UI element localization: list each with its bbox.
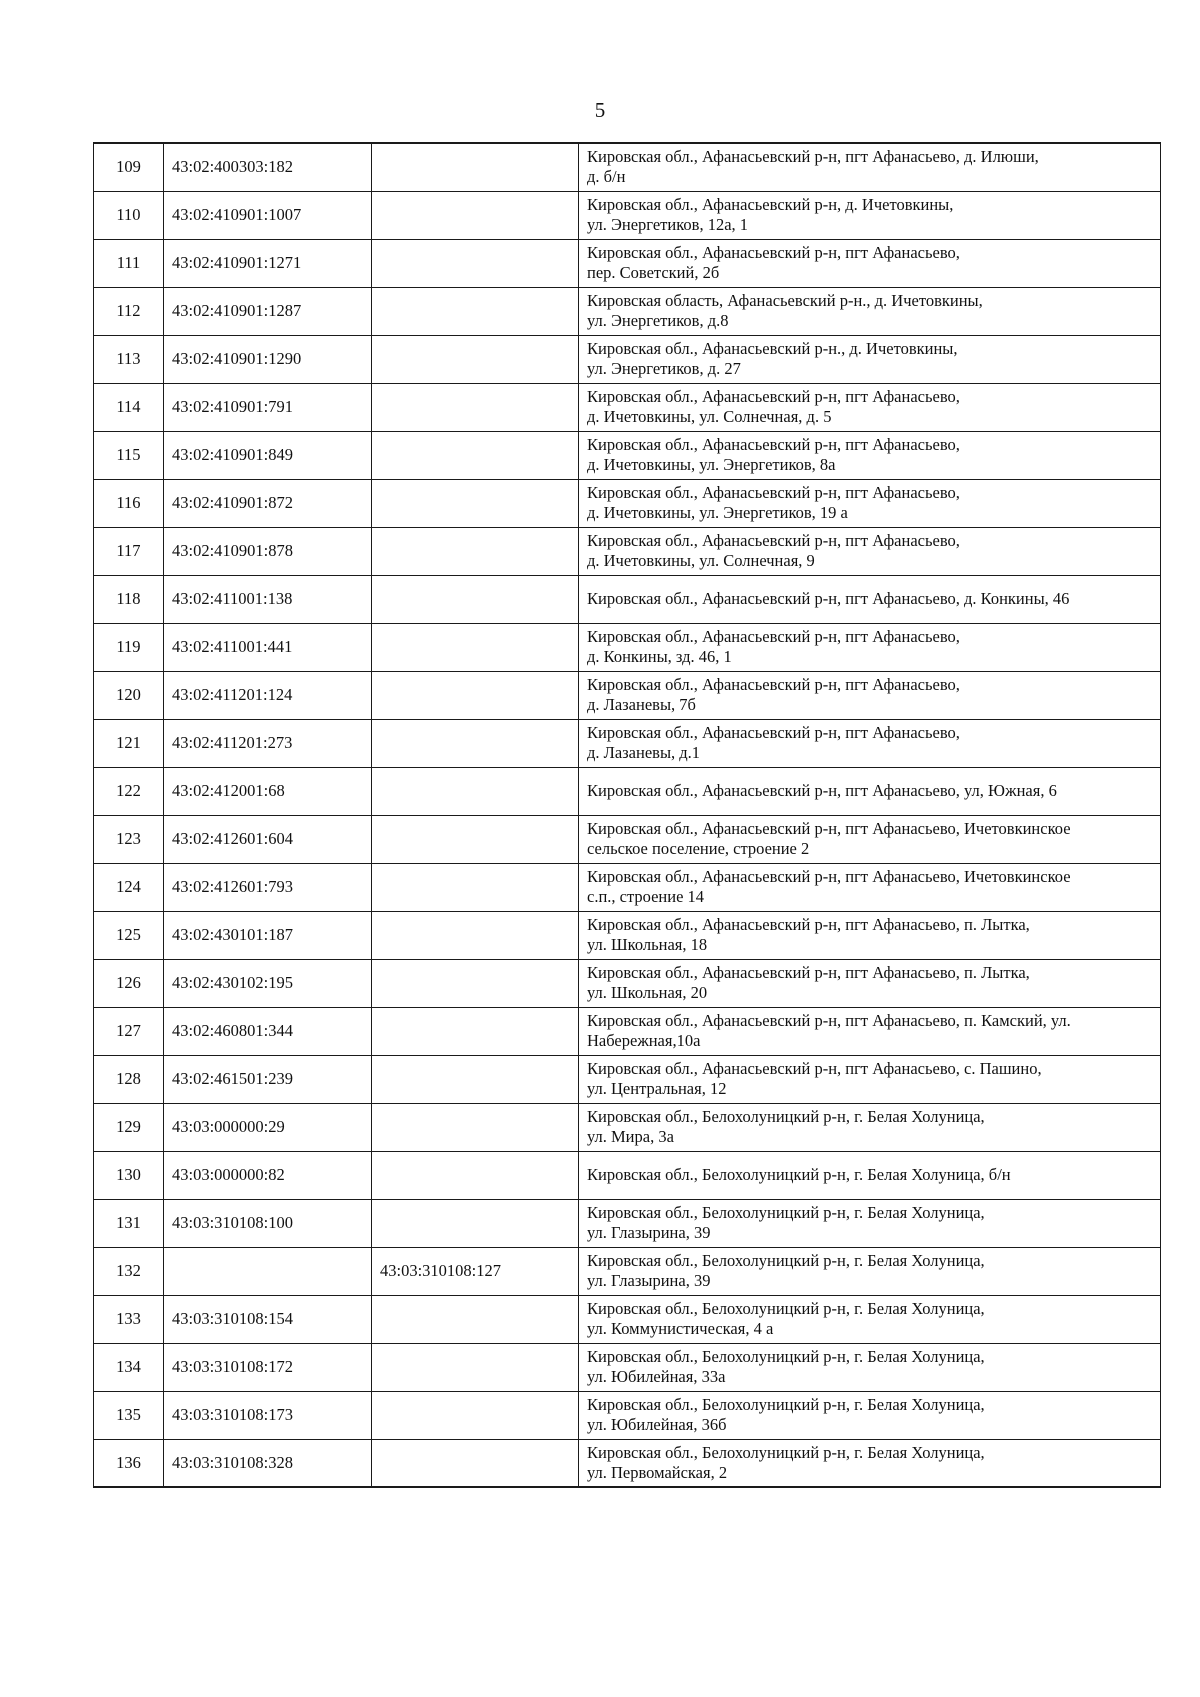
address-line: Кировская обл., Афанасьевский р-н, д. Ичетовкины, (587, 195, 954, 214)
cadastral-number-cell: 43:02:411201:124 (164, 671, 372, 719)
address-cell (579, 191, 1161, 239)
address-cell (579, 335, 1161, 383)
secondary-cadastral-number-cell (372, 623, 579, 671)
row-number-cell: 111 (94, 239, 164, 287)
table-row (94, 767, 1161, 815)
address-line: ул. Юбилейная, 36б (587, 1415, 727, 1434)
secondary-cadastral-number-cell (372, 575, 579, 623)
address-cell (579, 1055, 1161, 1103)
address-line: Кировская обл., Афанасьевский р-н, пгт Афанасьево, (587, 483, 960, 502)
address-line: ул. Школьная, 18 (587, 935, 708, 954)
registry-table-body (94, 143, 1161, 1487)
address-line: д. Лазаневы, 7б (587, 695, 696, 714)
secondary-cadastral-number-cell (372, 383, 579, 431)
address-line: ул. Энергетиков, 12а, 1 (587, 215, 749, 234)
secondary-cadastral-number-cell (372, 1199, 579, 1247)
address-line: Набережная,10а (587, 1031, 701, 1050)
cadastral-number-cell: 43:02:410901:878 (164, 527, 372, 575)
row-number-cell: 120 (94, 671, 164, 719)
address-line: д. Ичетовкины, ул. Энергетиков, 19 а (587, 503, 848, 522)
table-row (94, 623, 1161, 671)
table-row (94, 431, 1161, 479)
row-number-cell: 123 (94, 815, 164, 863)
address-line: д. Конкины, зд. 46, 1 (587, 647, 732, 666)
secondary-cadastral-number-cell (372, 335, 579, 383)
row-number-cell: 132 (94, 1247, 164, 1295)
row-number-cell: 126 (94, 959, 164, 1007)
secondary-cadastral-number-cell (372, 911, 579, 959)
cadastral-number-cell: 43:02:461501:239 (164, 1055, 372, 1103)
cadastral-number-cell: 43:02:412601:793 (164, 863, 372, 911)
table-row (94, 1151, 1161, 1199)
address-line: ул. Юбилейная, 33а (587, 1367, 726, 1386)
cadastral-number-cell: 43:03:000000:82 (164, 1151, 372, 1199)
table-row (94, 1247, 1161, 1295)
cadastral-number-cell: 43:02:410901:1287 (164, 287, 372, 335)
address-cell (579, 1343, 1161, 1391)
cadastral-number-cell: 43:03:000000:29 (164, 1103, 372, 1151)
address-line: ул. Центральная, 12 (587, 1079, 727, 1098)
cadastral-number-cell: 43:02:410901:1007 (164, 191, 372, 239)
address-cell (579, 959, 1161, 1007)
cadastral-number-cell: 43:02:410901:791 (164, 383, 372, 431)
address-line: Кировская обл., Афанасьевский р-н, пгт Афанасьево, Ичетовкинское (587, 819, 1071, 838)
address-cell (579, 1007, 1161, 1055)
address-cell (579, 431, 1161, 479)
row-number-cell: 128 (94, 1055, 164, 1103)
address-line: ул. Глазырина, 39 (587, 1223, 711, 1242)
address-line: Кировская обл., Белохолуницкий р-н, г. Белая Холуница, (587, 1442, 985, 1462)
address-line: Кировская обл., Афанасьевский р-н, пгт Афанасьево, (587, 387, 960, 406)
cadastral-number-cell: 43:02:410901:872 (164, 479, 372, 527)
cadastral-number-cell: 43:02:400303:182 (164, 143, 372, 191)
table-row (94, 287, 1161, 335)
table-row (94, 1439, 1161, 1487)
address-line: Кировская обл., Афанасьевский р-н, пгт Афанасьево, (587, 531, 960, 550)
address-cell (579, 911, 1161, 959)
address-line: ул. Мира, 3а (587, 1127, 674, 1146)
row-number-cell: 130 (94, 1151, 164, 1199)
row-number-cell: 131 (94, 1199, 164, 1247)
row-number-cell: 125 (94, 911, 164, 959)
cadastral-number-cell: 43:02:412601:604 (164, 815, 372, 863)
cadastral-number-cell: 43:02:410901:1271 (164, 239, 372, 287)
address-cell (579, 1247, 1161, 1295)
table-row (94, 191, 1161, 239)
secondary-cadastral-number-cell (372, 143, 579, 191)
address-line: д. Ичетовкины, ул. Солнечная, 9 (587, 551, 815, 570)
secondary-cadastral-number-cell (372, 239, 579, 287)
cadastral-number-cell: 43:03:310108:173 (164, 1391, 372, 1439)
address-line: сельское поселение, строение 2 (587, 839, 810, 858)
cadastral-number-cell: 43:02:430102:195 (164, 959, 372, 1007)
row-number-cell: 129 (94, 1103, 164, 1151)
address-line: ул. Коммунистическая, 4 а (587, 1319, 774, 1338)
address-line: Кировская обл., Белохолуницкий р-н, г. Белая Холуница, (587, 1347, 985, 1366)
secondary-cadastral-number-cell (372, 1007, 579, 1055)
address-line: Кировская область, Афанасьевский р-н., д. Ичетовкины, (587, 291, 983, 310)
secondary-cadastral-number-cell (372, 1343, 579, 1391)
address-cell (579, 623, 1161, 671)
table-row (94, 959, 1161, 1007)
cadastral-number-cell: 43:02:411001:138 (164, 575, 372, 623)
secondary-cadastral-number-cell (372, 1103, 579, 1151)
row-number-cell: 124 (94, 863, 164, 911)
address-cell (579, 575, 1161, 623)
secondary-cadastral-number-cell (372, 719, 579, 767)
address-line: ул. Первомайская, 2 (587, 1462, 728, 1482)
address-line: пер. Советский, 2б (587, 263, 720, 282)
secondary-cadastral-number-cell (372, 959, 579, 1007)
page-number: 5 (594, 98, 606, 122)
address-line: Кировская обл., Белохолуницкий р-н, г. Белая Холуница, (587, 1299, 985, 1318)
address-line: Кировская обл., Белохолуницкий р-н, г. Белая Холуница, (587, 1395, 985, 1414)
secondary-cadastral-number-cell (372, 191, 579, 239)
row-number-cell: 109 (94, 143, 164, 191)
table-row (94, 1391, 1161, 1439)
row-number-cell: 136 (94, 1439, 164, 1487)
address-line: д. б/н (587, 167, 626, 187)
row-number-cell: 121 (94, 719, 164, 767)
address-cell (579, 767, 1161, 815)
row-number-cell: 115 (94, 431, 164, 479)
address-line: Кировская обл., Белохолуницкий р-н, г. Белая Холуница, б/н (587, 1165, 1011, 1184)
address-line: д. Лазаневы, д.1 (587, 743, 701, 762)
secondary-cadastral-number-cell (372, 863, 579, 911)
table-row (94, 143, 1161, 191)
address-line: Кировская обл., Афанасьевский р-н, пгт Афанасьево, Ичетовкинское (587, 867, 1071, 886)
address-cell (579, 1295, 1161, 1343)
row-number-cell: 113 (94, 335, 164, 383)
row-number-cell: 122 (94, 767, 164, 815)
table-row (94, 1295, 1161, 1343)
address-line: ул. Энергетиков, д.8 (587, 311, 729, 330)
address-line: Кировская обл., Афанасьевский р-н, пгт Афанасьево, п. Камский, ул. (587, 1011, 1071, 1030)
address-cell (579, 1151, 1161, 1199)
table-row (94, 1055, 1161, 1103)
address-line: Кировская обл., Афанасьевский р-н., д. Ичетовкины, (587, 339, 958, 358)
secondary-cadastral-number-cell (372, 671, 579, 719)
cadastral-number-cell: 43:02:410901:849 (164, 431, 372, 479)
address-line: ул. Глазырина, 39 (587, 1271, 711, 1290)
row-number-cell: 117 (94, 527, 164, 575)
table-row (94, 671, 1161, 719)
secondary-cadastral-number-cell (372, 527, 579, 575)
address-cell (579, 527, 1161, 575)
table-row (94, 1199, 1161, 1247)
row-number-cell: 134 (94, 1343, 164, 1391)
address-line: Кировская обл., Афанасьевский р-н, пгт Афанасьево, ул, Южная, 6 (587, 781, 1057, 800)
address-line: ул. Энергетиков, д. 27 (587, 359, 741, 378)
table-row (94, 527, 1161, 575)
cadastral-number-cell: 43:03:310108:100 (164, 1199, 372, 1247)
address-line: Кировская обл., Афанасьевский р-н, пгт Афанасьево, с. Пашино, (587, 1059, 1042, 1078)
row-number-cell: 116 (94, 479, 164, 527)
table-row (94, 719, 1161, 767)
secondary-cadastral-number-cell (372, 431, 579, 479)
table-row (94, 1343, 1161, 1391)
table-row (94, 575, 1161, 623)
address-cell (579, 143, 1161, 191)
row-number-cell: 127 (94, 1007, 164, 1055)
address-cell (579, 671, 1161, 719)
address-cell (579, 383, 1161, 431)
row-number-cell: 133 (94, 1295, 164, 1343)
address-line: д. Ичетовкины, ул. Энергетиков, 8а (587, 455, 836, 474)
row-number-cell: 119 (94, 623, 164, 671)
cadastral-number-cell: 43:02:411001:441 (164, 623, 372, 671)
secondary-cadastral-number-cell (372, 1295, 579, 1343)
table-row (94, 239, 1161, 287)
secondary-cadastral-number-cell: 43:03:310108:127 (372, 1247, 579, 1295)
address-line: д. Ичетовкины, ул. Солнечная, д. 5 (587, 407, 832, 426)
cadastral-number-cell: 43:02:411201:273 (164, 719, 372, 767)
address-line: Кировская обл., Белохолуницкий р-н, г. Белая Холуница, (587, 1107, 985, 1126)
secondary-cadastral-number-cell (372, 815, 579, 863)
secondary-cadastral-number-cell (372, 1055, 579, 1103)
address-cell (579, 287, 1161, 335)
table-row (94, 1103, 1161, 1151)
cadastral-number-cell: 43:03:310108:154 (164, 1295, 372, 1343)
secondary-cadastral-number-cell (372, 479, 579, 527)
address-cell (579, 1391, 1161, 1439)
secondary-cadastral-number-cell (372, 1439, 579, 1487)
cadastral-number-cell: 43:02:410901:1290 (164, 335, 372, 383)
address-cell (579, 863, 1161, 911)
address-cell (579, 479, 1161, 527)
table-row (94, 1007, 1161, 1055)
address-cell (579, 1439, 1161, 1487)
row-number-cell: 118 (94, 575, 164, 623)
row-number-cell: 135 (94, 1391, 164, 1439)
table-row (94, 335, 1161, 383)
table-row (94, 479, 1161, 527)
cadastral-number-cell: 43:02:412001:68 (164, 767, 372, 815)
cadastral-number-cell: 43:03:310108:172 (164, 1343, 372, 1391)
table-row (94, 863, 1161, 911)
address-cell (579, 815, 1161, 863)
address-line: Кировская обл., Белохолуницкий р-н, г. Белая Холуница, (587, 1251, 985, 1270)
cadastral-number-cell: 43:03:310108:328 (164, 1439, 372, 1487)
table-row (94, 383, 1161, 431)
address-line: с.п., строение 14 (587, 887, 705, 906)
address-line: Кировская обл., Афанасьевский р-н, пгт Афанасьево, (587, 243, 960, 262)
secondary-cadastral-number-cell (372, 1391, 579, 1439)
cadastral-number-cell: 43:02:460801:344 (164, 1007, 372, 1055)
cadastral-number-cell: 43:02:430101:187 (164, 911, 372, 959)
table-row (94, 911, 1161, 959)
address-line: Кировская обл., Афанасьевский р-н, пгт Афанасьево, (587, 675, 960, 694)
address-line: Кировская обл., Белохолуницкий р-н, г. Белая Холуница, (587, 1203, 985, 1222)
row-number-cell: 114 (94, 383, 164, 431)
table-row (94, 815, 1161, 863)
address-line: Кировская обл., Афанасьевский р-н, пгт Афанасьево, (587, 435, 960, 454)
address-line: Кировская обл., Афанасьевский р-н, пгт Афанасьево, п. Лытка, (587, 963, 1030, 982)
address-cell (579, 1103, 1161, 1151)
address-cell (579, 1199, 1161, 1247)
address-line: Кировская обл., Афанасьевский р-н, пгт Афанасьево, (587, 627, 960, 646)
address-cell (579, 719, 1161, 767)
secondary-cadastral-number-cell (372, 1151, 579, 1199)
cadastral-number-cell (164, 1247, 372, 1295)
address-cell (579, 239, 1161, 287)
row-number-cell: 112 (94, 287, 164, 335)
row-number-cell: 110 (94, 191, 164, 239)
secondary-cadastral-number-cell (372, 287, 579, 335)
address-line: Кировская обл., Афанасьевский р-н, пгт Афанасьево, п. Лытка, (587, 915, 1030, 934)
address-line: ул. Школьная, 20 (587, 983, 708, 1002)
address-line: Кировская обл., Афанасьевский р-н, пгт Афанасьево, д. Илюши, (587, 147, 1039, 167)
address-line: Кировская обл., Афанасьевский р-н, пгт Афанасьево, (587, 723, 960, 742)
secondary-cadastral-number-cell (372, 767, 579, 815)
address-line: Кировская обл., Афанасьевский р-н, пгт Афанасьево, д. Конкины, 46 (587, 589, 1070, 608)
registry-table (93, 142, 1161, 1488)
